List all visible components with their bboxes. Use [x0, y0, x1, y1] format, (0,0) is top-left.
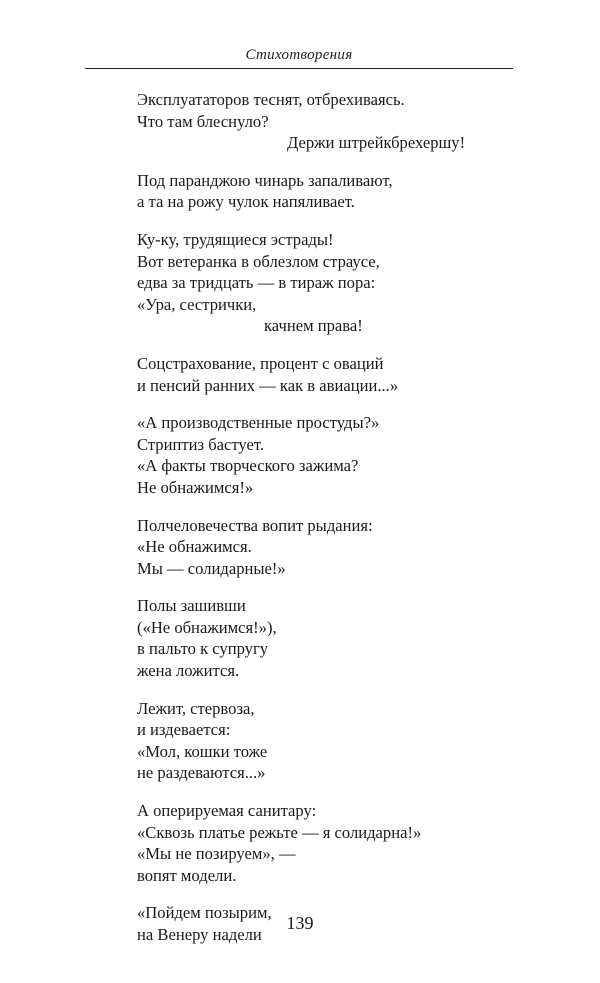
poem-line: в пальто к супругу: [137, 639, 269, 659]
poem-line: а та на рожу чулок напяливает.: [137, 192, 355, 212]
poem-line: «Не обнажимся.: [137, 537, 252, 557]
stanza: [137, 170, 497, 213]
poem-line: вопят модели.: [137, 865, 237, 885]
poem-line: Ку-ку, трудящиеся эстрады!: [137, 229, 334, 249]
poem-line: качнем права!: [264, 316, 363, 336]
poem-line: и издевается:: [137, 720, 231, 740]
stanza: [137, 595, 497, 681]
poem-line: едва за тридцать — в тираж пора:: [137, 273, 376, 293]
poem-line: Держи штрейкбрехершу!: [287, 133, 466, 153]
poem-line: «Пойдем позырим,: [137, 903, 272, 923]
poem-line: Стриптиз бастует.: [137, 434, 264, 454]
poem-line: Что там блеснуло?: [137, 111, 269, 131]
poem-line: «А производственные простуды?»: [137, 413, 380, 433]
poem-line: («Не обнажимся!»),: [137, 617, 277, 637]
poem-line: «Мол, кошки тоже: [137, 741, 268, 761]
stanza: [137, 800, 497, 886]
stanza: [137, 353, 497, 396]
stanza: [137, 698, 497, 784]
poem-line: Вот ветеранка в облезлом страусе,: [137, 251, 380, 271]
poem-line: Мы — солидарные!»: [137, 558, 286, 578]
poem-line: «А факты творческого зажима?: [137, 456, 359, 476]
poem-line: Полчеловечества вопит рыдания:: [137, 515, 373, 535]
poem-line: «Мы не позируем», —: [137, 844, 296, 864]
stanza: [137, 412, 497, 498]
poem-line: Не обнажимся!»: [137, 477, 254, 497]
stanza: [137, 229, 497, 337]
poem-line: А оперируемая санитару:: [137, 801, 317, 821]
poem-line: «Ура, сестрички,: [137, 294, 257, 314]
poem-line: и пенсий ранних — как в авиации...»: [137, 375, 399, 395]
poem-body: [137, 89, 497, 962]
header-rule: [85, 68, 513, 69]
poem-line: «Сквозь платье режьте — я солидарна!»: [137, 822, 422, 842]
poem-line: Под паранджою чинарь запаливают,: [137, 170, 393, 190]
poem-line: Соцстрахование, процент с оваций: [137, 353, 384, 373]
poem-line: жена ложится.: [137, 661, 240, 681]
page-number: 139: [286, 913, 314, 933]
poem-line: Лежит, стервоза,: [137, 698, 255, 718]
poem-line: на Венеру надели: [137, 925, 262, 944]
stanza: [137, 89, 497, 154]
stanza: [137, 515, 497, 580]
running-title: Стихотворения: [245, 47, 353, 63]
poem-line: Эксплуататоров теснят, отбрехиваясь.: [137, 90, 405, 109]
poem-line: не раздеваются...»: [137, 763, 266, 783]
poem-line: Полы зашивши: [137, 596, 246, 616]
